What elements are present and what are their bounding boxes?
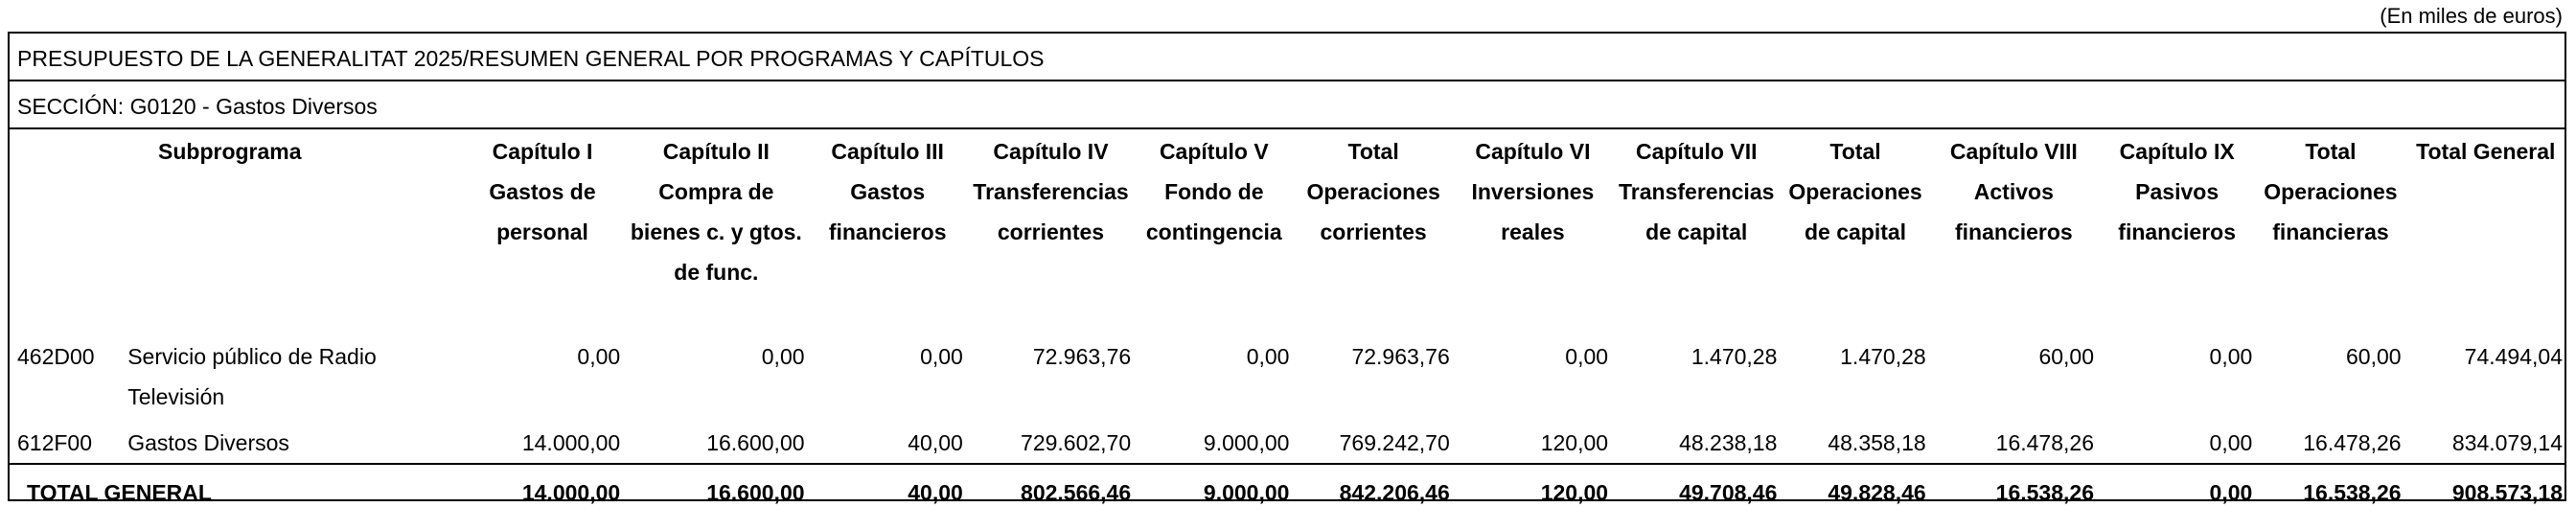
value-cell: 0,00	[1565, 344, 1609, 369]
column-header-line: Operaciones	[1788, 179, 1922, 204]
value-cell: 0,00	[577, 344, 621, 369]
column-header-line: financieros	[1954, 219, 2073, 244]
column-header-subprograma: Subprograma	[158, 139, 302, 164]
column-header-capitulo-9	[2098, 131, 2256, 329]
column-header-line: financieros	[828, 219, 947, 244]
column-header-line: Compra de	[658, 179, 774, 204]
value-cell: 74.494,04	[2464, 344, 2563, 369]
document-title: PRESUPUESTO DE LA GENERALITAT 2025/RESUMEN GENERAL POR PROGRAMAS Y CAPÍTULOS	[10, 34, 2564, 81]
row-code: 462D00	[17, 344, 95, 369]
total-row	[10, 464, 2566, 530]
header-row	[10, 131, 2566, 329]
column-header-line: de capital	[1804, 219, 1907, 244]
value-cell: 1.470,28	[1690, 344, 1778, 369]
column-header-line: Capítulo IX	[2119, 139, 2235, 164]
column-header-total-capital	[1781, 131, 1929, 329]
value-cell: 9.000,00	[1135, 423, 1293, 464]
column-header-line: Total	[1829, 139, 1881, 164]
value-cell: 9.000,00	[1203, 480, 1290, 505]
column-header-line: bienes c. y gtos.	[630, 219, 802, 244]
value-cell: 0,00	[2098, 423, 2256, 464]
column-header-capitulo-7	[1612, 131, 1781, 329]
column-header-line: Total	[2305, 139, 2357, 164]
value-cell: 0,00	[761, 344, 805, 369]
value-cell: 842.206,46	[1339, 480, 1450, 505]
column-header-line: Capítulo VII	[1635, 139, 1758, 164]
column-header-line: Pasivos	[2135, 179, 2220, 204]
value-cell: 48.238,18	[1612, 423, 1781, 464]
value-cell: 14.000,00	[461, 423, 624, 464]
column-header-line: Gastos	[850, 179, 926, 204]
column-header-line: corrientes	[997, 219, 1105, 244]
column-header-line: Capítulo II	[662, 139, 770, 164]
budget-summary-frame	[8, 32, 2566, 505]
value-cell: 16.538,26	[2303, 480, 2402, 505]
column-header-line: financieros	[2118, 219, 2236, 244]
value-cell: 729.602,70	[967, 423, 1135, 464]
row-name: Servicio público de Radio Televisión	[127, 344, 377, 409]
value-cell: 908.573,18	[2451, 480, 2563, 505]
column-header-line: Total General	[2416, 139, 2556, 164]
value-cell: 48.358,18	[1781, 423, 1929, 464]
column-header-line: Activos	[1973, 179, 2054, 204]
value-cell: 72.963,76	[1351, 344, 1450, 369]
column-header-line: corrientes	[1320, 219, 1427, 244]
column-header-line: Capítulo IV	[993, 139, 1109, 164]
column-header-line: Capítulo VIII	[1949, 139, 2078, 164]
value-cell: 16.478,26	[1930, 423, 2098, 464]
section-label: SECCIÓN: G0120 - Gastos Diversos	[10, 81, 2564, 129]
value-cell: 72.963,76	[1032, 344, 1132, 369]
value-cell: 40,00	[908, 480, 963, 505]
table-row	[10, 329, 2566, 423]
value-cell: 769.242,70	[1293, 423, 1453, 464]
budget-table	[10, 131, 2566, 530]
value-cell: 0,00	[2209, 480, 2253, 505]
column-header-line: Gastos de	[489, 179, 596, 204]
column-header-line: Capítulo III	[831, 139, 944, 164]
column-header-capitulo-3	[809, 131, 967, 329]
value-cell: 16.478,26	[2256, 423, 2404, 464]
column-header-line: reales	[1501, 219, 1565, 244]
column-header-capitulo-1	[461, 131, 624, 329]
column-header-line: Operaciones	[2264, 179, 2398, 204]
column-header-line: de capital	[1645, 219, 1748, 244]
row-name: Gastos Diversos	[120, 423, 461, 464]
table-row	[10, 423, 2566, 464]
column-header-line: Transferencias	[1619, 179, 1775, 204]
value-cell: 1.470,28	[1840, 344, 1926, 369]
value-cell: 16.600,00	[624, 423, 808, 464]
column-header-line: Total	[1347, 139, 1399, 164]
column-header-capitulo-5	[1135, 131, 1293, 329]
column-header-line: de func.	[674, 260, 759, 285]
column-header-total-corrientes	[1293, 131, 1453, 329]
units-note: (En miles de euros)	[2380, 4, 2563, 28]
value-cell: 0,00	[920, 344, 963, 369]
column-header-line: Fondo de	[1164, 179, 1264, 204]
value-cell: 16.538,26	[1995, 480, 2094, 505]
value-cell: 60,00	[2346, 344, 2402, 369]
column-header-line: Capítulo V	[1159, 139, 1269, 164]
value-cell: 120,00	[1454, 423, 1612, 464]
column-header-line: Capítulo I	[492, 139, 593, 164]
value-cell: 60,00	[2038, 344, 2094, 369]
value-cell: 14.000,00	[521, 480, 621, 505]
column-header-total-general	[2405, 131, 2566, 329]
total-label: TOTAL GENERAL	[27, 480, 212, 505]
value-cell: 16.600,00	[706, 480, 805, 505]
column-header-capitulo-6	[1454, 131, 1612, 329]
column-header-line: Operaciones	[1306, 179, 1440, 204]
value-cell: 0,00	[2209, 344, 2253, 369]
column-header-line: financieras	[2272, 219, 2389, 244]
value-cell: 802.566,46	[1021, 480, 1132, 505]
row-code: 612F00	[10, 423, 120, 464]
value-cell: 40,00	[809, 423, 967, 464]
column-header-line: Capítulo VI	[1475, 139, 1591, 164]
column-header-capitulo-2	[624, 131, 808, 329]
column-header-line: contingencia	[1145, 219, 1282, 244]
value-cell: 834.079,14	[2405, 423, 2566, 464]
value-cell: 49.708,46	[1679, 480, 1778, 505]
column-header-capitulo-8	[1930, 131, 2098, 329]
column-header-total-financieras	[2256, 131, 2404, 329]
column-header-line: Transferencias	[973, 179, 1129, 204]
value-cell: 49.828,46	[1828, 480, 1926, 505]
column-header-line: Inversiones	[1471, 179, 1595, 204]
column-header-capitulo-4	[967, 131, 1135, 329]
column-header-line: personal	[496, 219, 588, 244]
value-cell: 120,00	[1540, 480, 1609, 505]
value-cell: 0,00	[1246, 344, 1290, 369]
